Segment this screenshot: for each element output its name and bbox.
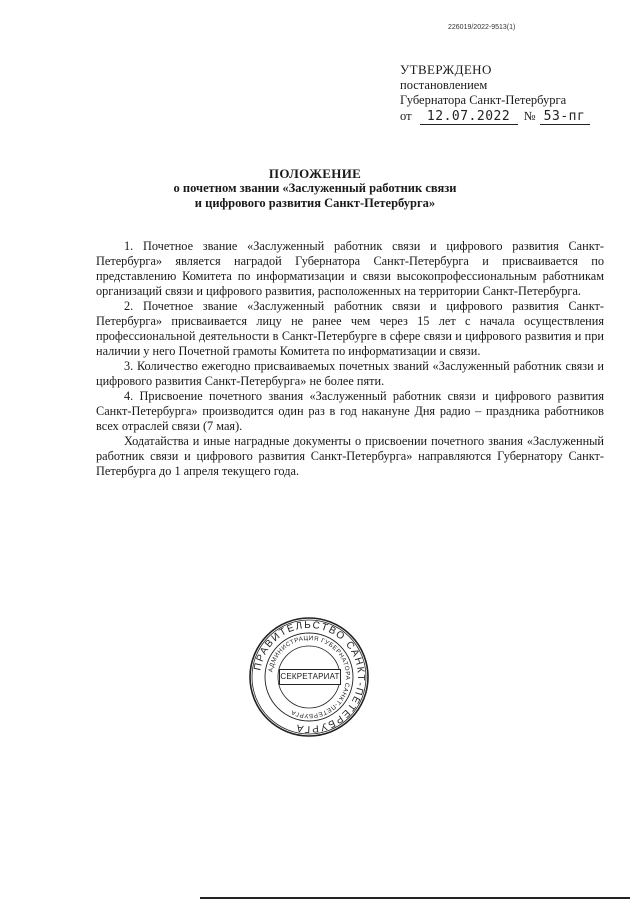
bottom-scan-line (200, 897, 630, 899)
registration-number: 226019/2022-9513(1) (448, 24, 516, 31)
approval-number: 53-пг (540, 109, 590, 125)
approval-title: УТВЕРЖДЕНО (400, 62, 492, 77)
stamp-center-label: СЕКРЕТАРИАТ (279, 669, 341, 685)
stamp-outer-text: ПРАВИТЕЛЬСТВО САНКТ-ПЕТЕРБУРГА (252, 619, 367, 735)
document-title: ПОЛОЖЕНИЕ (268, 166, 362, 181)
approval-date-line (400, 109, 620, 125)
approval-line-2: Губернатора Санкт-Петербурга (400, 93, 567, 107)
date-prefix: от (400, 109, 412, 123)
paragraph-2: 2. Почетное звание «Заслуженный работник связи и цифрового развития Санкт-Петербурга» присваивается лицу не ранее чем через 15 лет с начала осуществления профессиональной деятельности в Санкт-Петербурге в сфере связи и цифрового развития и при наличии у него Почетной грамоты Комитета по информатизации и связи. (96, 299, 604, 358)
stamp-inner-text: АДМИНИСТРАЦИЯ ГУБЕРНАТОРА САНКТ-ПЕТЕРБУРГА (267, 634, 352, 720)
approval-date: 12.07.2022 (420, 109, 518, 125)
document-body (96, 239, 604, 479)
paragraph-4: 4. Присвоение почетного звания «Заслуженный работник связи и цифрового развития Санкт-Петербурга» производится один раз в год накануне Дня радио – праздника работников всех отраслей связи (7 мая). (96, 389, 604, 433)
document-subtitle-line-2: и цифрового развития Санкт-Петербурга» (194, 196, 436, 210)
paragraph-1: 1. Почетное звание «Заслуженный работник связи и цифрового развития Санкт-Петербурга» является наградой Губернатора Санкт-Петербурга и присваивается по представлению Комитета по информатизации и связи высокопрофессиональным работникам организаций связи и цифрового развития, расположенных на территории Санкт-Петербурга. (96, 239, 604, 298)
approval-line-1: постановлением (400, 77, 488, 92)
paragraph-5: Ходатайства и иные наградные документы о присвоении почетного звания «Заслуженный работник связи и цифрового развития Санкт-Петербурга» направляются Губернатору Санкт-Петербурга до 1 апреля текущего года. (96, 434, 604, 478)
paragraph-3: 3. Количество ежегодно присваиваемых почетных званий «Заслуженный работник связи и цифрового развития Санкт-Петербурга» не более пяти. (96, 359, 604, 388)
document-heading (150, 166, 480, 211)
document-subtitle-line-1: о почетном звании «Заслуженный работник связи (173, 181, 457, 195)
number-label: № (523, 109, 536, 123)
approval-block (400, 62, 620, 125)
official-stamp (248, 616, 370, 738)
